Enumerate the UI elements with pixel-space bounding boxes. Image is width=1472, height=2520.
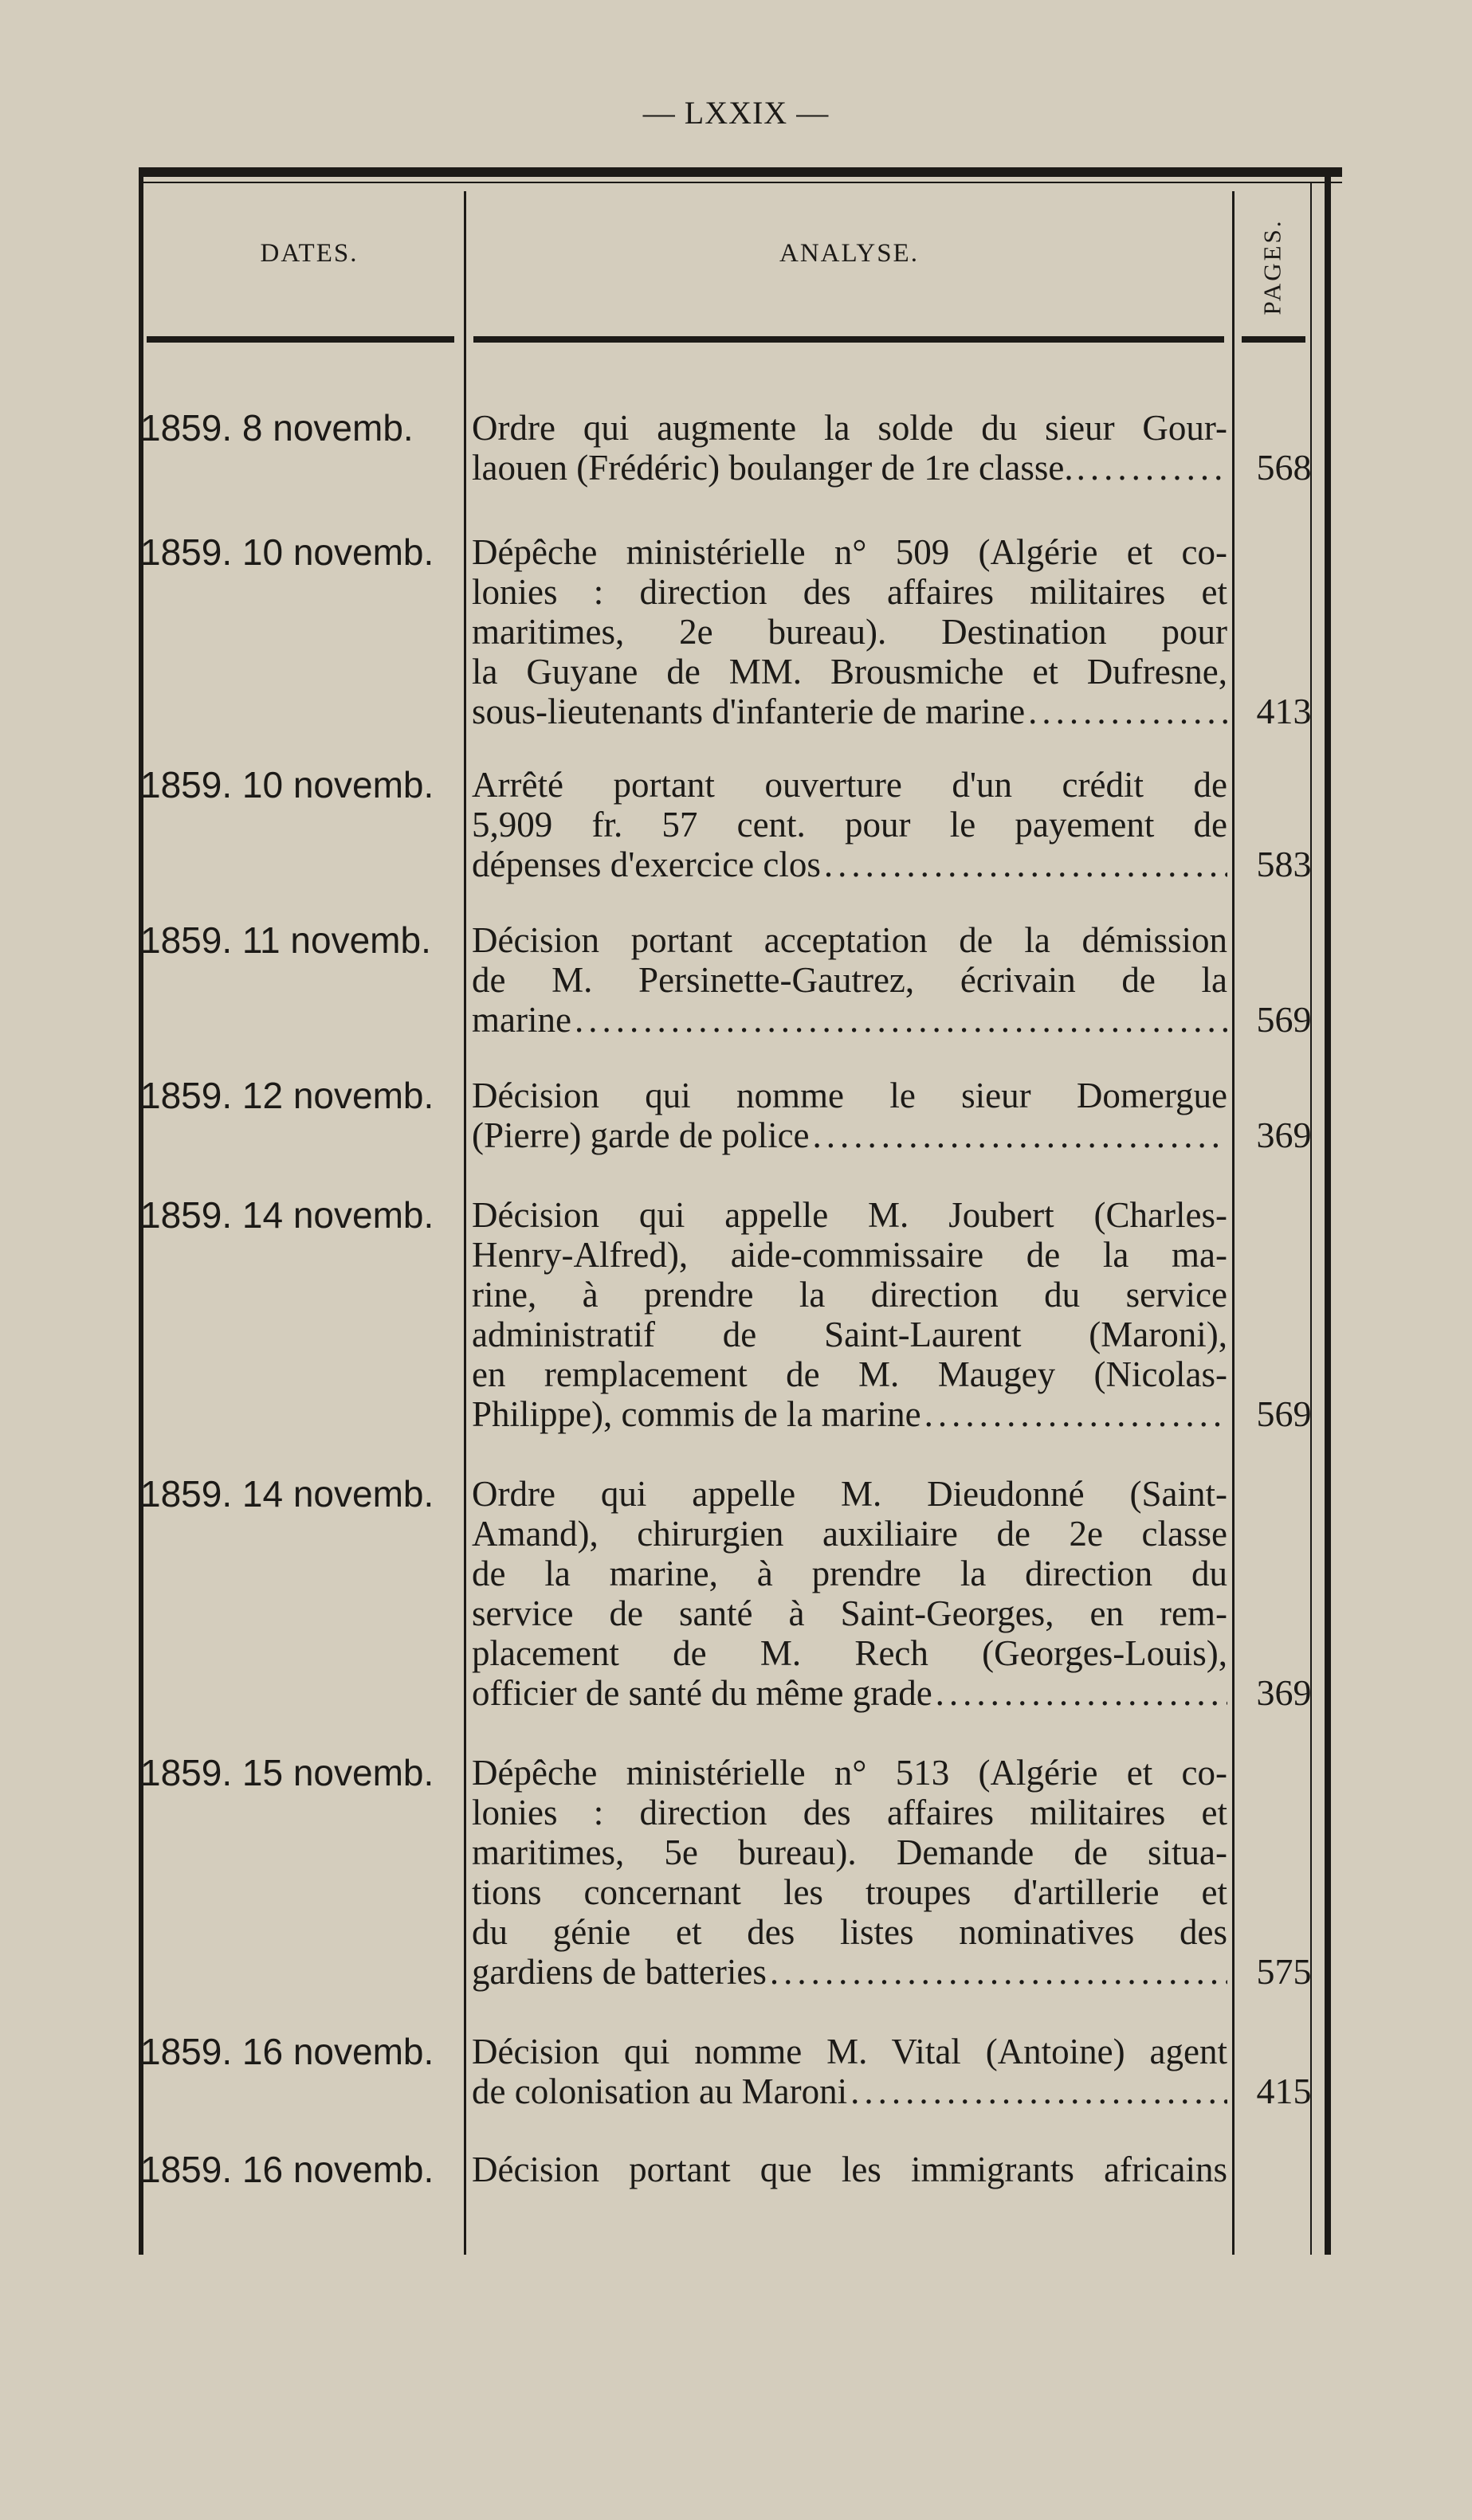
entry-date: 1859. 11 novemb.	[140, 919, 431, 961]
analysis-line: marine	[472, 1000, 571, 1040]
analysis-line: du génie et des listes nominatives des	[472, 1912, 1227, 1952]
entry-page-number: 569	[1256, 1393, 1312, 1434]
dot-leader	[575, 1000, 1227, 1040]
analysis-line: rine, à prendre la direction du service	[472, 1275, 1227, 1315]
analysis-line: lonies : direction des affaires militaires et	[472, 572, 1227, 612]
entry-page-number: 369	[1256, 1115, 1312, 1155]
analysis-line: de colonisation au Maroni	[472, 2071, 848, 2111]
analysis-line: maritimes, 2e bureau). Destination pour	[472, 612, 1227, 652]
analysis-line: en remplacement de M. Maugey (Nicolas-	[472, 1354, 1227, 1394]
analysis-line: officier de santé du même grade	[472, 1673, 932, 1713]
entry-date: 1859. 10 novemb.	[140, 531, 434, 573]
dot-leader	[850, 2071, 1227, 2111]
entry-date: 1859. 14 novemb.	[140, 1194, 434, 1236]
pages-column-divider	[1232, 191, 1235, 2255]
analysis-line: Décision qui nomme le sieur Domergue	[472, 1076, 1227, 1115]
analysis-line: laouen (Frédéric) boulanger de 1re classe.	[472, 448, 1074, 488]
pages-header: PAGES.	[1258, 218, 1287, 315]
index-table	[139, 167, 1342, 2255]
analysis-last-line	[472, 1952, 1227, 1992]
analysis-line: Décision qui appelle M. Joubert (Charles-	[472, 1195, 1227, 1235]
entry-date: 1859. 16 novemb.	[140, 2031, 434, 2072]
analysis-line: maritimes, 5e bureau). Demande de situa-	[472, 1832, 1227, 1872]
dot-leader	[813, 1115, 1227, 1155]
entry-page-number: 369	[1256, 1672, 1312, 1713]
entry-analysis	[472, 532, 1227, 731]
analysis-last-line	[472, 1000, 1227, 1040]
table-top-thin-rule	[139, 182, 1342, 183]
analysis-line: Henry-Alfred), aide-commissaire de la ma-	[472, 1235, 1227, 1275]
entry-date: 1859. 8 novemb.	[140, 407, 414, 449]
entry-analysis	[472, 2032, 1227, 2111]
entry-analysis	[472, 1474, 1227, 1713]
analysis-line: Arrêté portant ouverture d'un crédit de	[472, 765, 1227, 805]
analysis-last-line	[472, 845, 1227, 884]
analysis-line: Décision qui nomme M. Vital (Antoine) agent	[472, 2032, 1227, 2071]
analysis-line: dépenses d'exercice clos	[472, 845, 821, 884]
analysis-line: la Guyane de MM. Brousmiche et Dufresne,	[472, 652, 1227, 692]
entry-analysis	[472, 920, 1227, 1040]
entry-analysis	[472, 1753, 1227, 1992]
analysis-line: Philippe), commis de la marine	[472, 1394, 921, 1434]
table-right-inner-border	[1310, 183, 1312, 2255]
analysis-line: Dépêche ministérielle n° 509 (Algérie et co-	[472, 532, 1227, 572]
analysis-last-line	[472, 1673, 1227, 1713]
analysis-line: tions concernant les troupes d'artillerie et	[472, 1872, 1227, 1912]
analysis-line: lonies : direction des affaires militaires et	[472, 1793, 1227, 1832]
dot-leader	[936, 1673, 1227, 1713]
entry-date: 1859. 12 novemb.	[140, 1075, 434, 1116]
analysis-line: de M. Persinette-Gautrez, écrivain de la	[472, 960, 1227, 1000]
analysis-line: Dépêche ministérielle n° 513 (Algérie et co-	[472, 1753, 1227, 1793]
analysis-line: service de santé à Saint-Georges, en rem-	[472, 1593, 1227, 1633]
analysis-last-line	[472, 1394, 1227, 1434]
analysis-line: placement de M. Rech (Georges-Louis),	[472, 1633, 1227, 1673]
dates-header: DATES.	[260, 239, 359, 268]
entry-date: 1859. 14 novemb.	[140, 1473, 434, 1515]
dot-leader	[824, 845, 1227, 884]
entry-date: 1859. 10 novemb.	[140, 764, 434, 805]
pages-header-rule	[1242, 336, 1305, 343]
entry-date: 1859. 15 novemb.	[140, 1752, 434, 1793]
analysis-line: Décision portant acceptation de la démission	[472, 920, 1227, 960]
analysis-line: Ordre qui augmente la solde du sieur Gour-	[472, 408, 1227, 448]
dot-leader	[1077, 448, 1227, 488]
analysis-line: (Pierre) garde de police	[472, 1115, 810, 1155]
entry-page-number: 569	[1256, 999, 1312, 1040]
analysis-line: 5,909 fr. 57 cent. pour le payement de	[472, 805, 1227, 845]
entry-page-number: 413	[1256, 691, 1312, 731]
dot-leader	[770, 1952, 1227, 1992]
entry-analysis	[472, 1195, 1227, 1434]
analyse-header: ANALYSE.	[779, 239, 919, 268]
dates-header-rule	[147, 336, 454, 343]
entry-page-number: 568	[1256, 447, 1312, 488]
analysis-line: administratif de Saint-Laurent (Maroni),	[472, 1315, 1227, 1354]
analyse-header-rule	[473, 336, 1224, 343]
analysis-last-line	[472, 692, 1227, 731]
analysis-line: Ordre qui appelle M. Dieudonné (Saint-	[472, 1474, 1227, 1514]
entry-page-number: 415	[1256, 2071, 1312, 2111]
analysis-last-line	[472, 448, 1227, 488]
table-top-rule	[139, 167, 1342, 177]
analysis-last-line	[472, 2071, 1227, 2111]
dot-leader	[924, 1394, 1227, 1434]
entry-page-number: 575	[1256, 1951, 1312, 1992]
analysis-line: sous-lieutenants d'infanterie de marine	[472, 692, 1026, 731]
entry-date: 1859. 16 novemb.	[140, 2149, 434, 2190]
entry-analysis	[472, 765, 1227, 884]
dates-column-divider	[464, 191, 466, 2255]
pages-header-cell	[1237, 199, 1309, 335]
entry-analysis	[472, 2150, 1227, 2189]
page-number: — LXXIX —	[642, 95, 830, 131]
dot-leader	[1028, 692, 1227, 731]
analysis-line: Décision portant que les immigrants africains	[472, 2150, 1227, 2189]
entry-analysis	[472, 1076, 1227, 1155]
analysis-line: gardiens de batteries	[472, 1952, 767, 1992]
entry-page-number: 583	[1256, 844, 1312, 884]
analysis-line: Amand), chirurgien auxiliaire de 2e classe	[472, 1514, 1227, 1554]
entry-analysis	[472, 408, 1227, 488]
analysis-last-line	[472, 1115, 1227, 1155]
analysis-line: de la marine, à prendre la direction du	[472, 1554, 1227, 1593]
